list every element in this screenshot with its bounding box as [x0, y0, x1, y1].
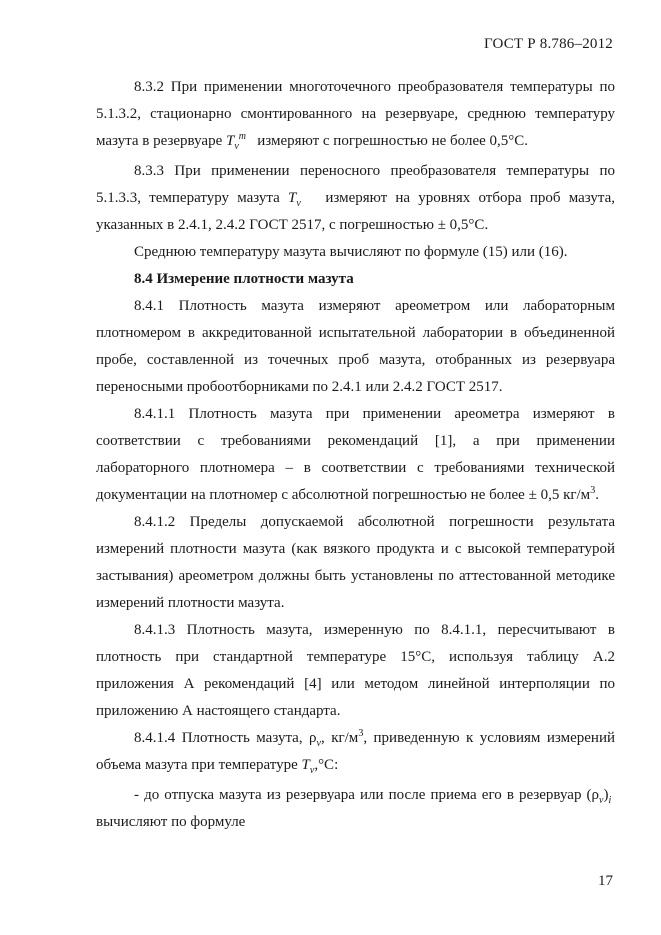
document-body [96, 74, 615, 836]
variable-t: T [287, 190, 297, 206]
rho-symbol: (ρ [586, 787, 600, 803]
paragraph-8-4-1-2: 8.4.1.2 Пределы допускаемой абсолютной погрешности результата измерений плотности мазута (как вязкого продукта и с высокой температурой застывания) ареометром должны быть установлены по аттестованной методике измерений плотности мазута. [96, 514, 615, 611]
page-number: 17 [598, 873, 613, 889]
paragraph-8-3-3: 8.3.3 При применении переносного преобразователя температуры по 5.1.3.3, температуру мазута $T_v$ измеряют на уровнях отбора проб мазута, указанных в 2.4.1, 2.4.2 ГОСТ 2517, с погрешностью ± 0,5°С. [96, 163, 615, 233]
list-item-before-release: - до отпуска мазута из резервуара или после приема его в резервуар $(\rho_v)_i$ вычисляют по формуле [96, 787, 612, 830]
variable-t: T [301, 757, 310, 773]
paragraph-8-3-2: 8.3.2 При применении многоточечного преобразователя температуры по 5.1.3.2, стационарно смонтированного на резервуаре, среднюю температуру мазута в резервуаре $T_v^m$ измеряют с погрешностью не более 0,5°С. [96, 79, 615, 152]
paragraph-8-4-1-1: 8.4.1.1 Плотность мазута при применении ареометра измеряют в соответствии с требованиями рекомендаций [1], а при применении лабораторного плотномера – в соответствии с требованиями технической документации на плотномер с абсолютной погрешностью не более ± 0,5 $кг/м^3$. [96, 406, 615, 503]
paragraph-average-temperature: Среднюю температуру мазута вычисляют по формуле (15) или (16). [134, 244, 568, 260]
section-heading-8-4: 8.4 Измерение плотности мазута [134, 271, 354, 287]
variable-t: T [226, 133, 235, 149]
rho-symbol: ρ [309, 730, 317, 746]
page-header: ГОСТ Р 8.786–2012 [484, 36, 613, 52]
paragraph-8-4-1: 8.4.1 Плотность мазута измеряют ареометром или лабораторным плотномером в аккредитованной испытательной лаборатории в объединенной пробе, составленной из точечных проб мазута, отобранных из резервуара переносными пробоотборниками по 2.4.1 или 2.4.2 ГОСТ 2517. [96, 298, 615, 395]
paragraph-8-4-1-4: 8.4.1.4 Плотность мазута, $\rho_v$, $кг/м^3$, приведенную к условиям измерений объема мазута при температуре $T_v,^\circ С$: [96, 728, 615, 776]
paragraph-8-4-1-3: 8.4.1.3 Плотность мазута, измеренную по 8.4.1.1, пересчитывают в плотность при стандартной температуре 15°С, используя таблицу А.2 приложения А рекомендаций [4] или методом линейной интерполяции по приложению А настоящего стандарта. [96, 622, 615, 719]
